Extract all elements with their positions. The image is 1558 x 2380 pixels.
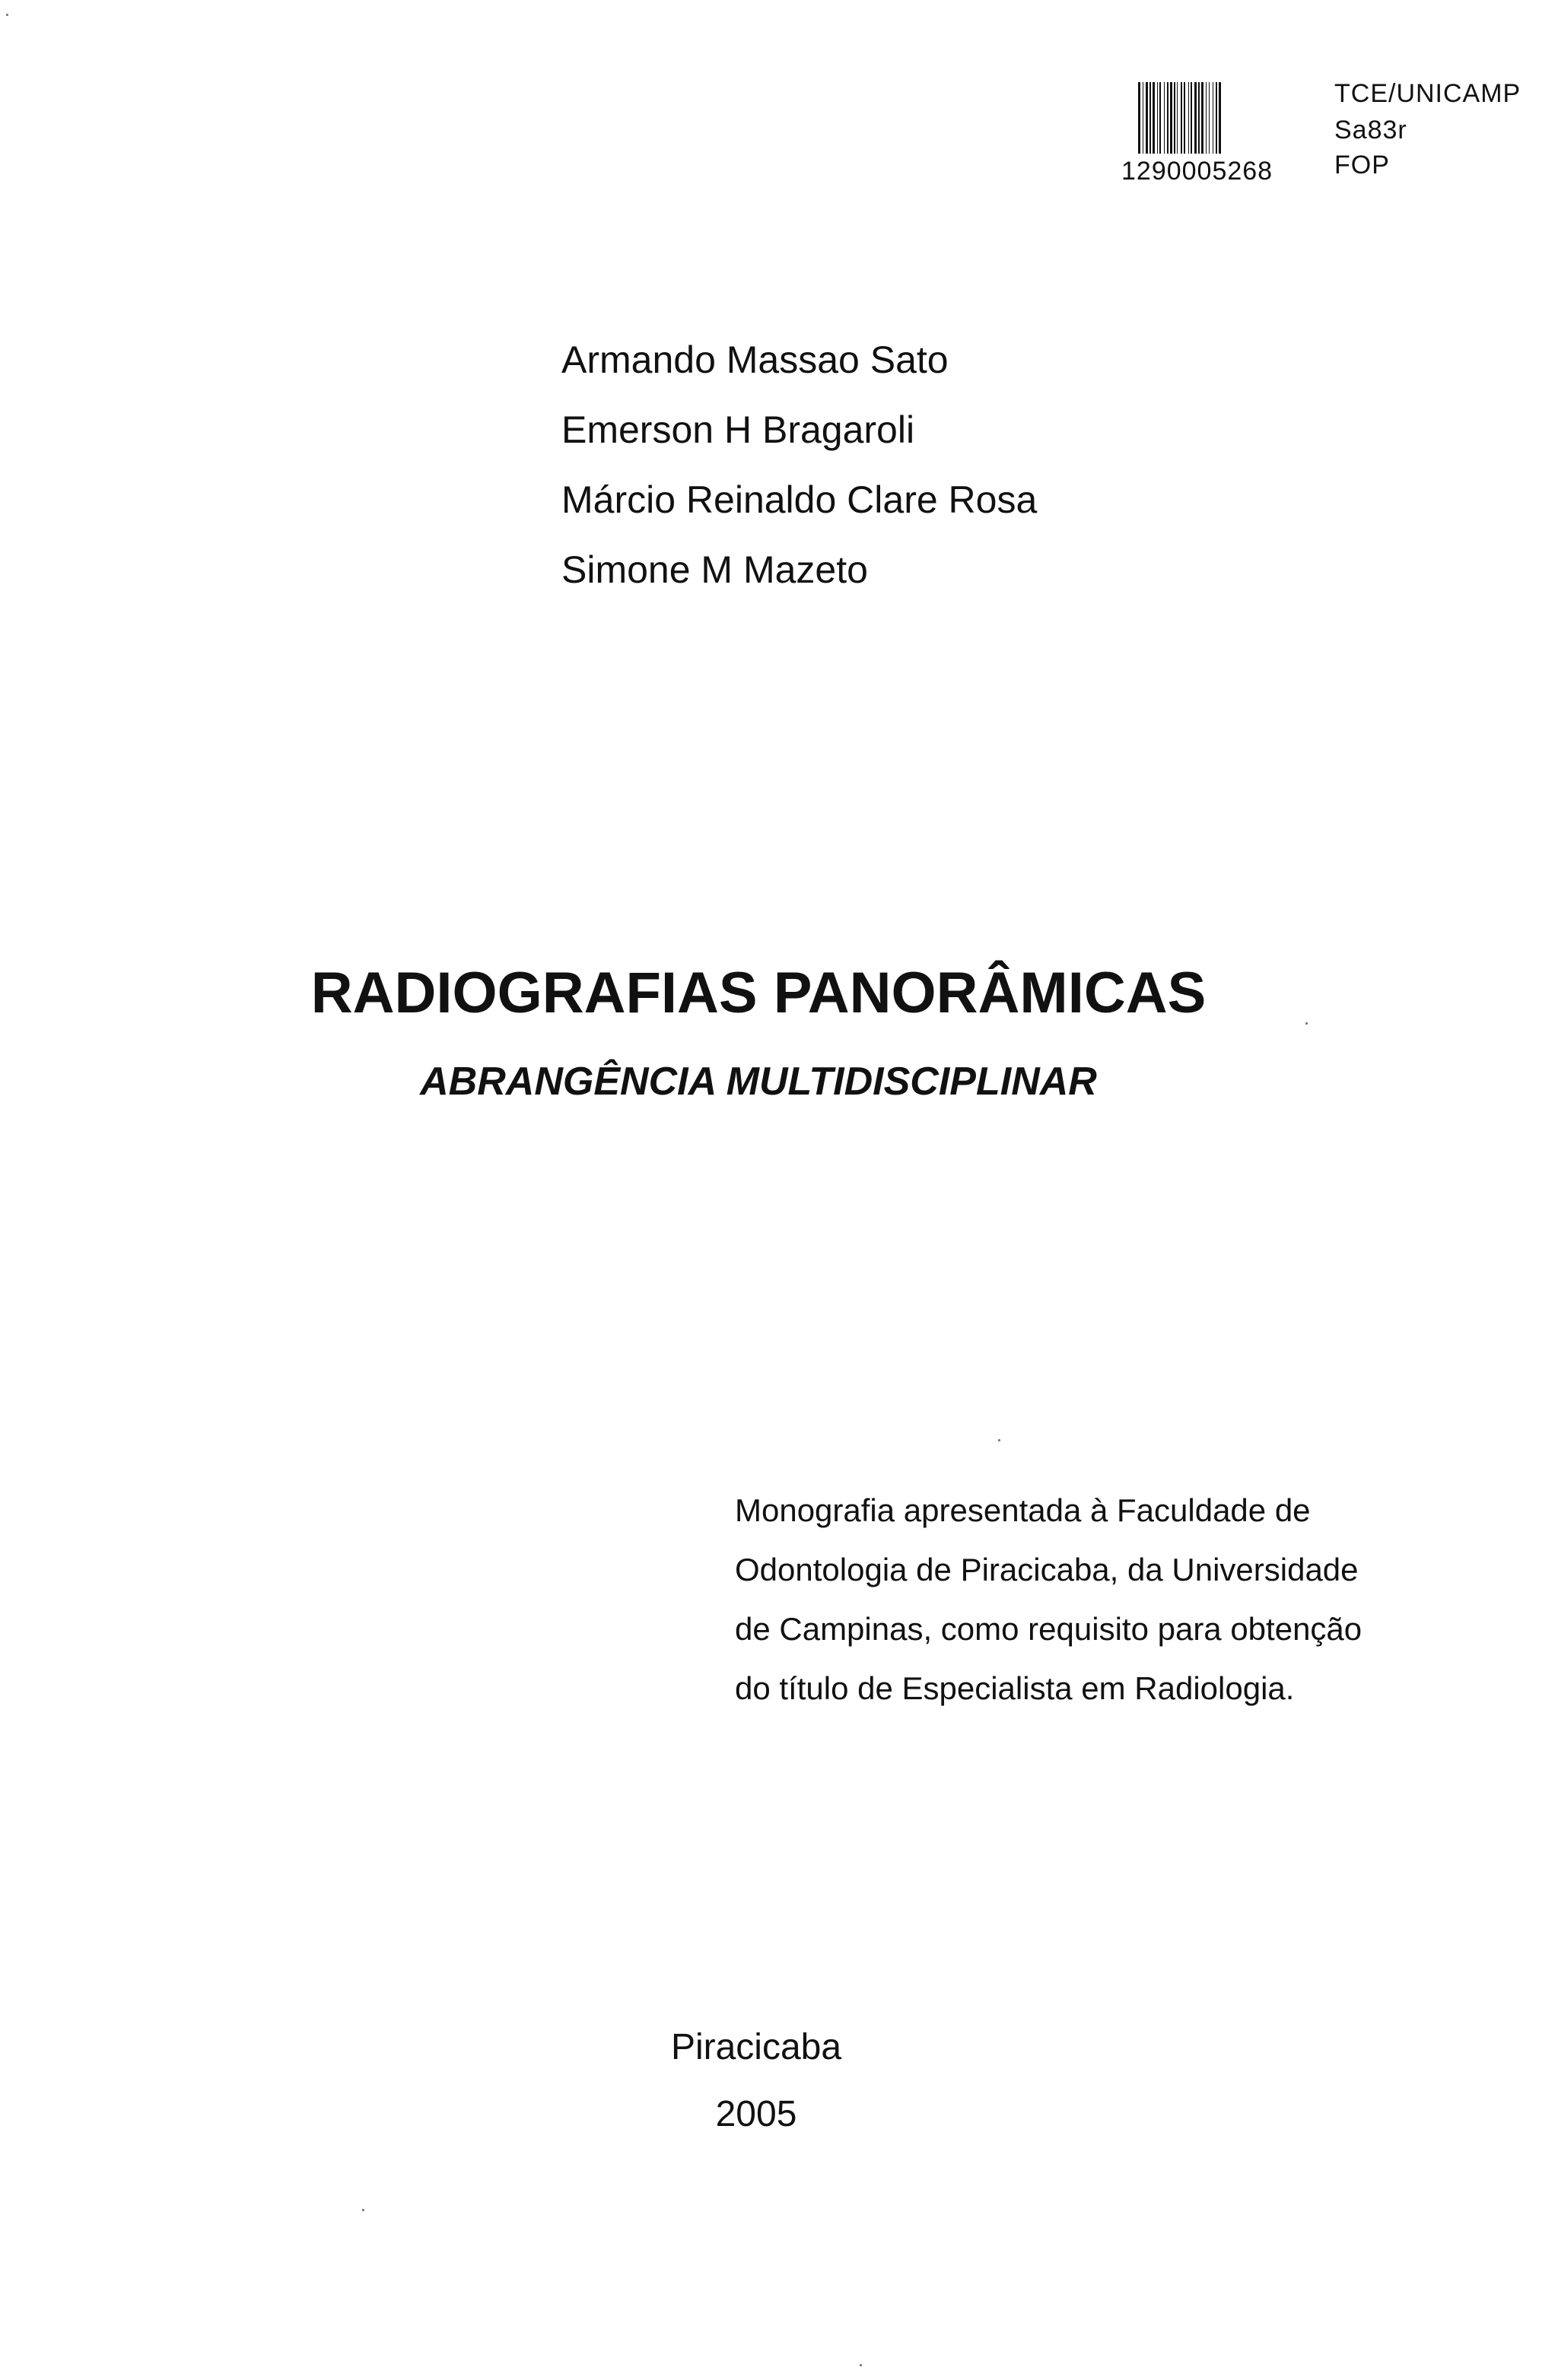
document-subtitle: ABRANGÊNCIA MULTIDISCIPLINAR xyxy=(420,1060,1097,1104)
barcode-bar xyxy=(1206,82,1207,154)
barcode-bar xyxy=(1174,82,1175,154)
barcode-bar xyxy=(1201,82,1203,154)
author-name: Emerson H Bragaroli xyxy=(561,408,915,451)
scan-speck xyxy=(860,2364,862,2366)
barcode-bar xyxy=(1188,82,1189,154)
place-of-publication: Piracicaba xyxy=(670,2027,842,2067)
barcode-bar xyxy=(1164,82,1165,154)
barcode-bar xyxy=(1159,82,1161,154)
barcode-bar xyxy=(1153,82,1155,154)
call-number-line: Sa83r xyxy=(1334,116,1407,145)
barcode-number: 1290005268 xyxy=(1121,157,1273,186)
barcode-bar xyxy=(1209,82,1210,154)
barcode-bar xyxy=(1191,82,1192,154)
barcode-bar xyxy=(1184,82,1185,154)
barcode-bar xyxy=(1167,82,1168,154)
scan-speck xyxy=(1305,1022,1308,1025)
author-name: Márcio Reinaldo Clare Rosa xyxy=(561,478,1038,521)
document-title: RADIOGRAFIAS PANORÂMICAS xyxy=(310,961,1207,1025)
barcode-bar xyxy=(1157,82,1158,154)
barcode-bar xyxy=(1146,82,1148,154)
description-line: do título de Especialista em Radiologia. xyxy=(735,1670,1295,1706)
barcode-bar xyxy=(1181,82,1182,154)
barcode-bar xyxy=(1138,82,1140,154)
call-number-line: TCE/UNICAMP xyxy=(1334,79,1521,108)
scan-speck xyxy=(362,2209,364,2211)
barcode-bar xyxy=(1216,82,1217,154)
barcode-bar xyxy=(1170,82,1172,154)
barcode-bar xyxy=(1219,82,1221,154)
barcode-bar xyxy=(1194,82,1197,154)
scan-speck xyxy=(998,1439,1000,1441)
description-line: Odontologia de Piracicaba, da Universidade xyxy=(735,1552,1359,1587)
barcode-bar xyxy=(1177,82,1178,154)
description-line: de Campinas, como requisito para obtenção xyxy=(735,1611,1362,1647)
call-number-line: FOP xyxy=(1334,151,1390,180)
description-line: Monografia apresentada à Faculdade de xyxy=(735,1492,1311,1528)
barcode-image xyxy=(1137,82,1304,154)
barcode-bar xyxy=(1198,82,1200,154)
author-name: Simone M Mazeto xyxy=(561,548,868,591)
scan-speck xyxy=(6,14,8,16)
publication-year: 2005 xyxy=(715,2094,797,2134)
barcode-bar xyxy=(1149,82,1151,154)
author-name: Armando Massao Sato xyxy=(561,338,949,381)
